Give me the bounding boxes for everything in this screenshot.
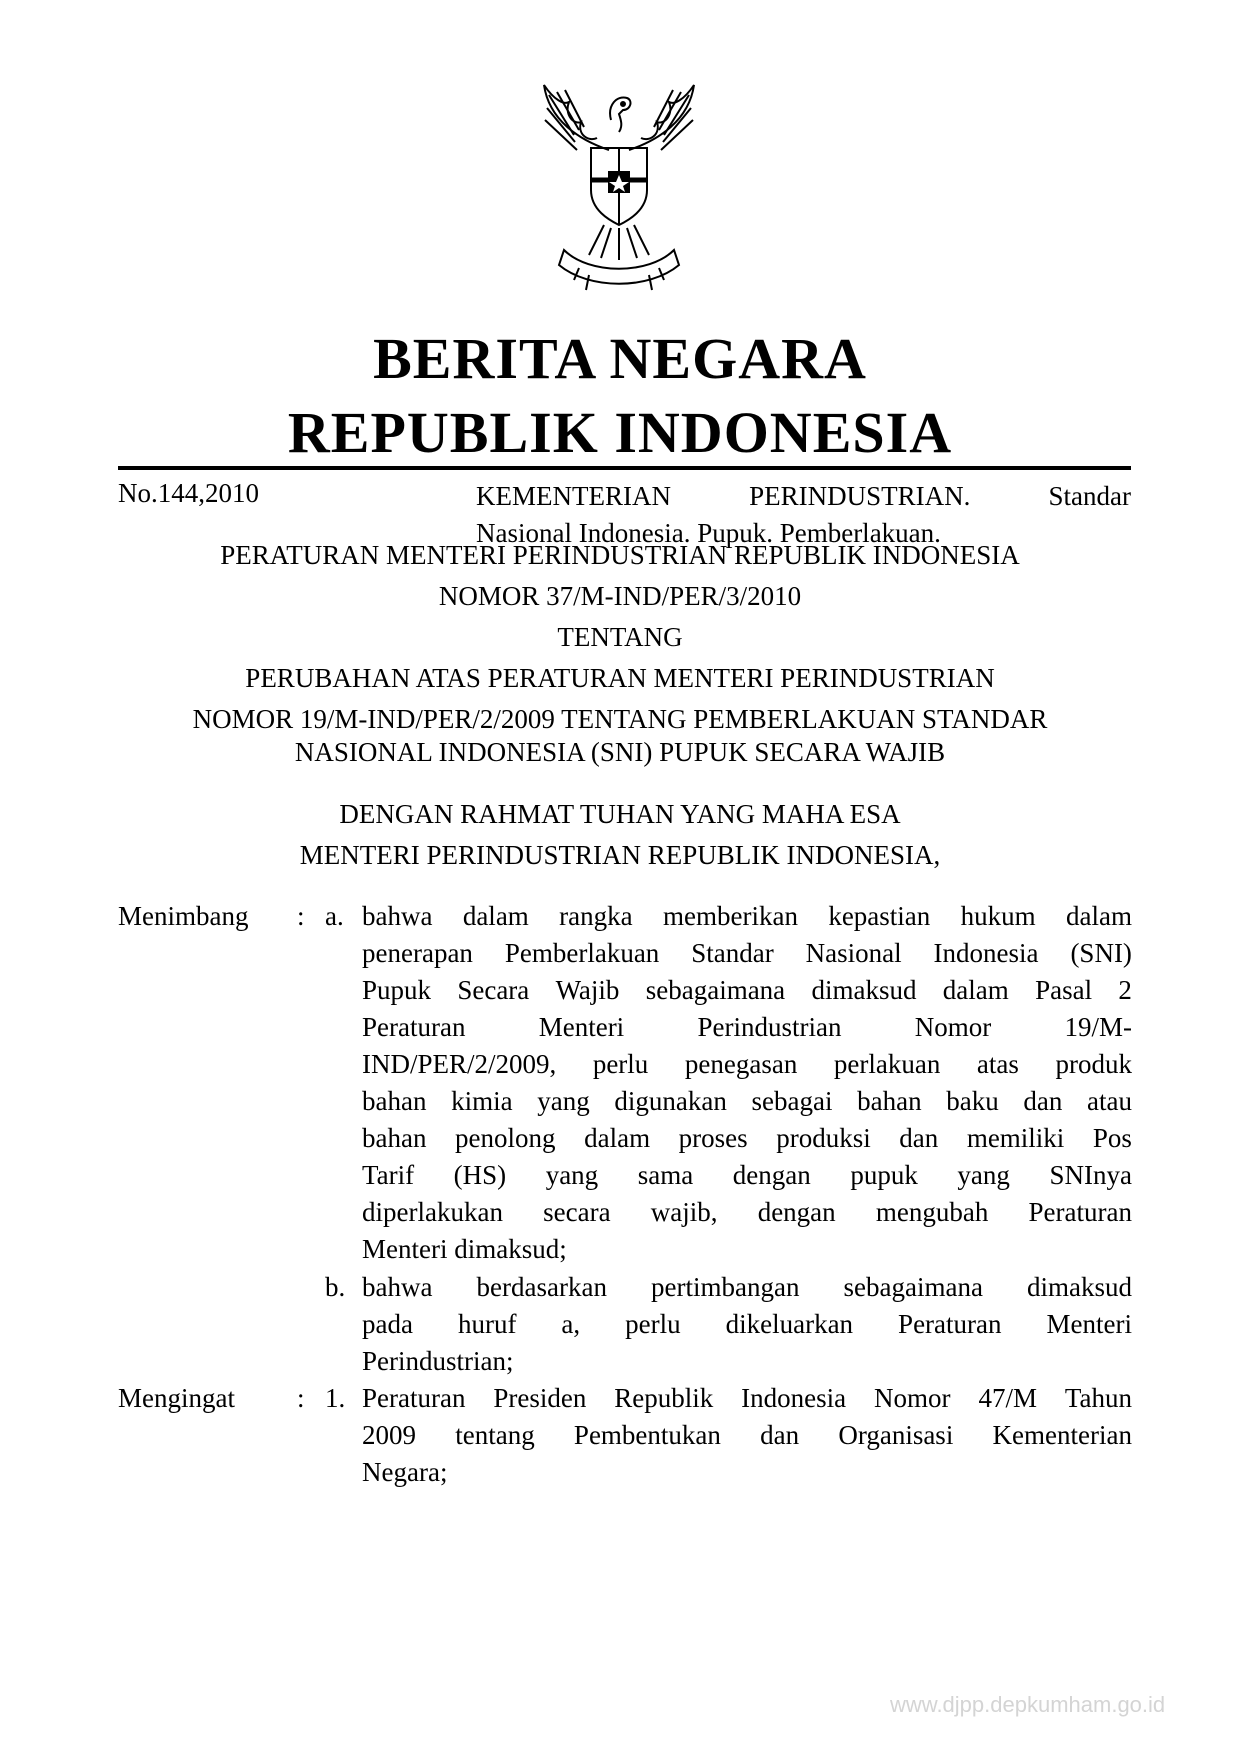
text-line: Tarif (HS) yang sama dengan pupuk yang SNInya bbox=[362, 1160, 1132, 1190]
subject-word: Standar bbox=[1048, 481, 1131, 511]
text-line: Peraturan Menteri Perindustrian Nomor 19/M- bbox=[362, 1012, 1132, 1042]
item-marker: a. bbox=[325, 901, 344, 931]
regulation-tentang: TENTANG bbox=[557, 622, 683, 652]
regulation-subject-line: PERUBAHAN ATAS PERATURAN MENTERI PERINDUSTRIAN bbox=[245, 663, 995, 693]
mengingat-label: Mengingat bbox=[118, 1383, 235, 1413]
text-line: diperlakukan secara wajib, dengan mengubah Peraturan bbox=[362, 1197, 1132, 1227]
text-line: Menteri dimaksud; bbox=[362, 1234, 567, 1264]
subject-word: KEMENTERIAN bbox=[476, 481, 671, 511]
text-line: Pupuk Secara Wajib sebagaimana dimaksud dalam Pasal 2 bbox=[362, 975, 1132, 1005]
preamble-line: DENGAN RAHMAT TUHAN YANG MAHA ESA bbox=[339, 799, 901, 829]
text-line: penerapan Pemberlakuan Standar Nasional Indonesia (SNI) bbox=[362, 938, 1132, 968]
mengingat-item-1 bbox=[362, 1380, 1132, 1491]
text-line: bahan kimia yang digunakan sebagai bahan baku dan atau bbox=[362, 1086, 1132, 1116]
menimbang-item-a bbox=[362, 898, 1132, 1268]
text-line: bahwa dalam rangka memberikan kepastian hukum dalam bbox=[362, 901, 1132, 931]
regulation-title: PERATURAN MENTERI PERINDUSTRIAN REPUBLIK INDONESIA bbox=[220, 540, 1020, 570]
masthead-divider bbox=[118, 466, 1131, 470]
preamble-line: MENTERI PERINDUSTRIAN REPUBLIK INDONESIA, bbox=[299, 840, 941, 870]
text-line: Perindustrian; bbox=[362, 1346, 514, 1376]
subject-line-2: Nasional Indonesia. Pupuk. Pemberlakuan. bbox=[476, 518, 941, 548]
regulation-subject-line: NASIONAL INDONESIA (SNI) PUPUK SECARA WAJIB bbox=[294, 737, 946, 767]
gazette-number: No.144,2010 bbox=[118, 478, 259, 508]
clause-colon: : bbox=[297, 1383, 305, 1413]
subject-word: PERINDUSTRIAN. bbox=[749, 481, 971, 511]
masthead-title-line2: REPUBLIK INDONESIA bbox=[287, 400, 953, 465]
text-line: Peraturan Presiden Republik Indonesia Nomor 47/M Tahun bbox=[362, 1383, 1132, 1413]
clause-colon: : bbox=[297, 901, 305, 931]
text-line: pada huruf a, perlu dikeluarkan Peraturan Menteri bbox=[362, 1309, 1132, 1339]
text-line: bahan penolong dalam proses produksi dan memiliki Pos bbox=[362, 1123, 1132, 1153]
regulation-number: NOMOR 37/M-IND/PER/3/2010 bbox=[438, 581, 802, 611]
site-watermark: www.djpp.depkumham.go.id bbox=[890, 1692, 1166, 1717]
item-marker: 1. bbox=[325, 1383, 346, 1413]
text-line: Negara; bbox=[362, 1457, 448, 1487]
item-marker: b. bbox=[325, 1272, 346, 1302]
text-line: IND/PER/2/2009, perlu penegasan perlakuan atas produk bbox=[362, 1049, 1132, 1079]
text-line: 2009 tentang Pembentukan dan Organisasi Kementerian bbox=[362, 1420, 1132, 1450]
menimbang-item-b bbox=[362, 1269, 1132, 1380]
masthead-title-line1: BERITA NEGARA bbox=[373, 326, 867, 391]
garuda-emblem-icon bbox=[519, 80, 719, 300]
text-line: bahwa berdasarkan pertimbangan sebagaimana dimaksud bbox=[362, 1272, 1132, 1302]
menimbang-label: Menimbang bbox=[118, 901, 249, 931]
regulation-subject-line: NOMOR 19/M-IND/PER/2/2009 TENTANG PEMBERLAKUAN STANDAR bbox=[192, 704, 1048, 734]
